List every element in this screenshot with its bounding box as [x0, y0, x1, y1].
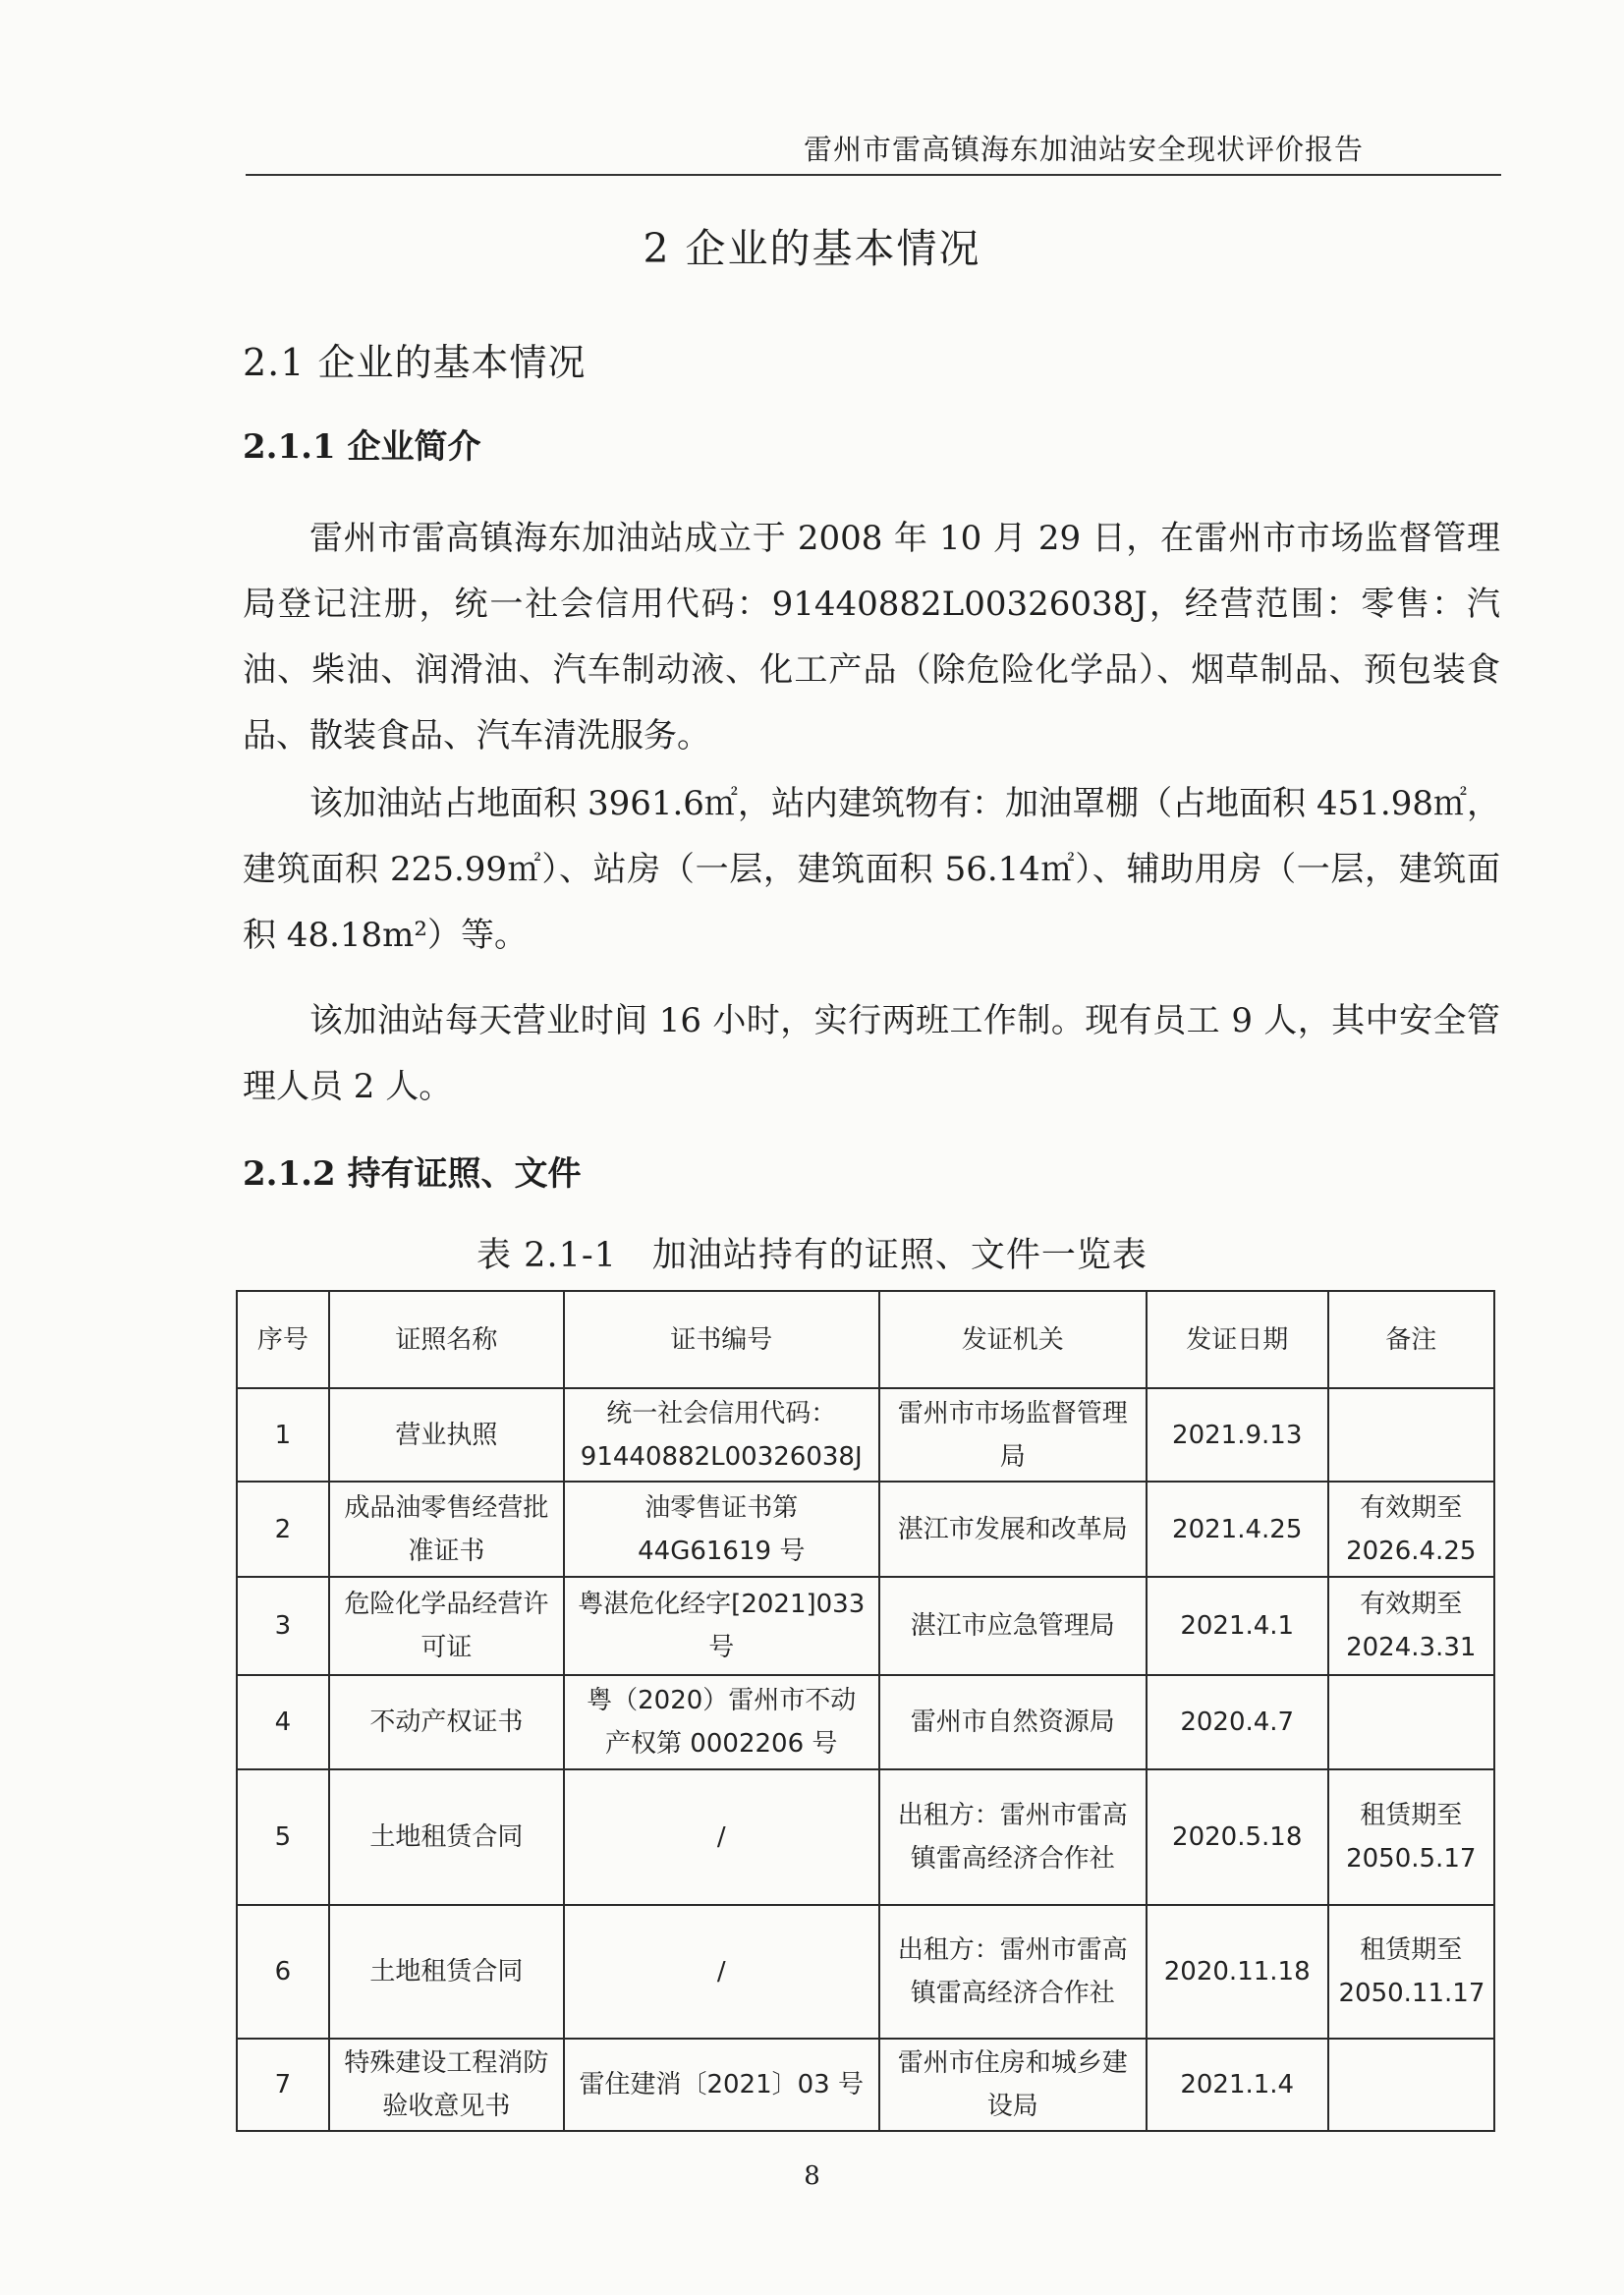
- cell-remarks: 租赁期至 2050.5.17: [1328, 1769, 1495, 1905]
- cell-number: 雷住建消〔2021〕03 号: [564, 2039, 879, 2131]
- header-rule: [246, 174, 1501, 176]
- cell-date: 2020.4.7: [1147, 1675, 1328, 1769]
- table-row: [237, 1388, 1494, 1482]
- table-caption: 表 2.1-1 加油站持有的证照、文件一览表: [476, 1236, 1148, 1275]
- cell-issuer: 出租方：雷州市雷高镇雷高经济合作社: [879, 1905, 1147, 2039]
- table-row: [237, 1769, 1494, 1905]
- cell-index: 2: [237, 1482, 329, 1577]
- table-row: [237, 1905, 1494, 2039]
- cell-index: 3: [237, 1577, 329, 1675]
- cell-number: 粤湛危化经字[2021]033 号: [564, 1577, 879, 1675]
- cell-name: 土地租赁合同: [329, 1905, 564, 2039]
- section-heading-2-1-1: 2.1.1 企业简介: [243, 427, 481, 467]
- certificates-table: [236, 1290, 1495, 2132]
- cell-remarks: 有效期至 2024.3.31: [1328, 1577, 1495, 1675]
- cell-issuer: 湛江市发展和改革局: [879, 1482, 1147, 1577]
- cell-date: 2020.5.18: [1147, 1769, 1328, 1905]
- cell-issuer: 出租方：雷州市雷高镇雷高经济合作社: [879, 1769, 1147, 1905]
- paragraph-site-area: 该加油站占地面积 3961.6㎡，站内建筑物有：加油罩棚（占地面积 451.98㎡，建筑面积 225.99㎡）、站房（一层，建筑面积 56.14㎡）、辅助用房（一层，建筑面积 48.18m²）等。: [243, 784, 1500, 955]
- cell-number: 油零售证书第 44G61619 号: [564, 1482, 879, 1577]
- header-cell-date: 发证日期: [1147, 1291, 1328, 1388]
- header-cell-number: 证书编号: [564, 1291, 879, 1388]
- page-number: 8: [804, 2161, 820, 2191]
- cell-remarks: [1328, 1388, 1495, 1482]
- cell-date: 2021.9.13: [1147, 1388, 1328, 1482]
- cell-name: 危险化学品经营许可证: [329, 1577, 564, 1675]
- cell-index: 5: [237, 1769, 329, 1905]
- section-heading-2-1-2: 2.1.2 持有证照、文件: [243, 1154, 582, 1194]
- cell-number: /: [564, 1905, 879, 2039]
- running-header: 雷州市雷高镇海东加油站安全现状评价报告: [803, 133, 1364, 166]
- cell-issuer: 雷州市自然资源局: [879, 1675, 1147, 1769]
- cell-index: 7: [237, 2039, 329, 2131]
- chapter-title: 2 企业的基本情况: [643, 225, 981, 272]
- header-cell-name: 证照名称: [329, 1291, 564, 1388]
- header-cell-remarks: 备注: [1328, 1291, 1495, 1388]
- cell-remarks: 租赁期至 2050.11.17: [1328, 1905, 1495, 2039]
- cell-issuer: 雷州市住房和城乡建设局: [879, 2039, 1147, 2131]
- cell-number: /: [564, 1769, 879, 1905]
- cell-number: 粤（2020）雷州市不动产权第 0002206 号: [564, 1675, 879, 1769]
- paragraph-staffing: 该加油站每天营业时间 16 小时，实行两班工作制。现有员工 9 人，其中安全管理人员 2 人。: [243, 1001, 1500, 1106]
- table-row: [237, 1577, 1494, 1675]
- table-row: [237, 2039, 1494, 2131]
- cell-date: 2021.1.4: [1147, 2039, 1328, 2131]
- cell-issuer: 雷州市市场监督管理局: [879, 1388, 1147, 1482]
- table-row: [237, 1675, 1494, 1769]
- cell-remarks: 有效期至 2026.4.25: [1328, 1482, 1495, 1577]
- cell-name: 营业执照: [329, 1388, 564, 1482]
- cell-index: 1: [237, 1388, 329, 1482]
- cell-name: 成品油零售经营批准证书: [329, 1482, 564, 1577]
- cell-issuer: 湛江市应急管理局: [879, 1577, 1147, 1675]
- table-row: [237, 1482, 1494, 1577]
- cell-number: 统一社会信用代码：91440882L00326038J: [564, 1388, 879, 1482]
- header-cell-index: 序号: [237, 1291, 329, 1388]
- header-cell-issuer: 发证机关: [879, 1291, 1147, 1388]
- cell-date: 2021.4.1: [1147, 1577, 1328, 1675]
- paragraph-company-intro: 雷州市雷高镇海东加油站成立于 2008 年 10 月 29 日，在雷州市市场监督管理局登记注册，统一社会信用代码：91440882L00326038J，经营范围：零售：汽油、柴油、润滑油、汽车制动液、化工产品（除危险化学品）、烟草制品、预包装食品、散装食品、汽车清洗服务。: [243, 519, 1500, 756]
- cell-index: 4: [237, 1675, 329, 1769]
- cell-date: 2021.4.25: [1147, 1482, 1328, 1577]
- cell-remarks: [1328, 1675, 1495, 1769]
- cell-index: 6: [237, 1905, 329, 2039]
- section-heading-2-1: 2.1 企业的基本情况: [243, 341, 587, 384]
- cell-date: 2020.11.18: [1147, 1905, 1328, 2039]
- table-header-row: [237, 1291, 1494, 1388]
- cell-remarks: [1328, 2039, 1495, 2131]
- cell-name: 特殊建设工程消防验收意见书: [329, 2039, 564, 2131]
- cell-name: 土地租赁合同: [329, 1769, 564, 1905]
- cell-name: 不动产权证书: [329, 1675, 564, 1769]
